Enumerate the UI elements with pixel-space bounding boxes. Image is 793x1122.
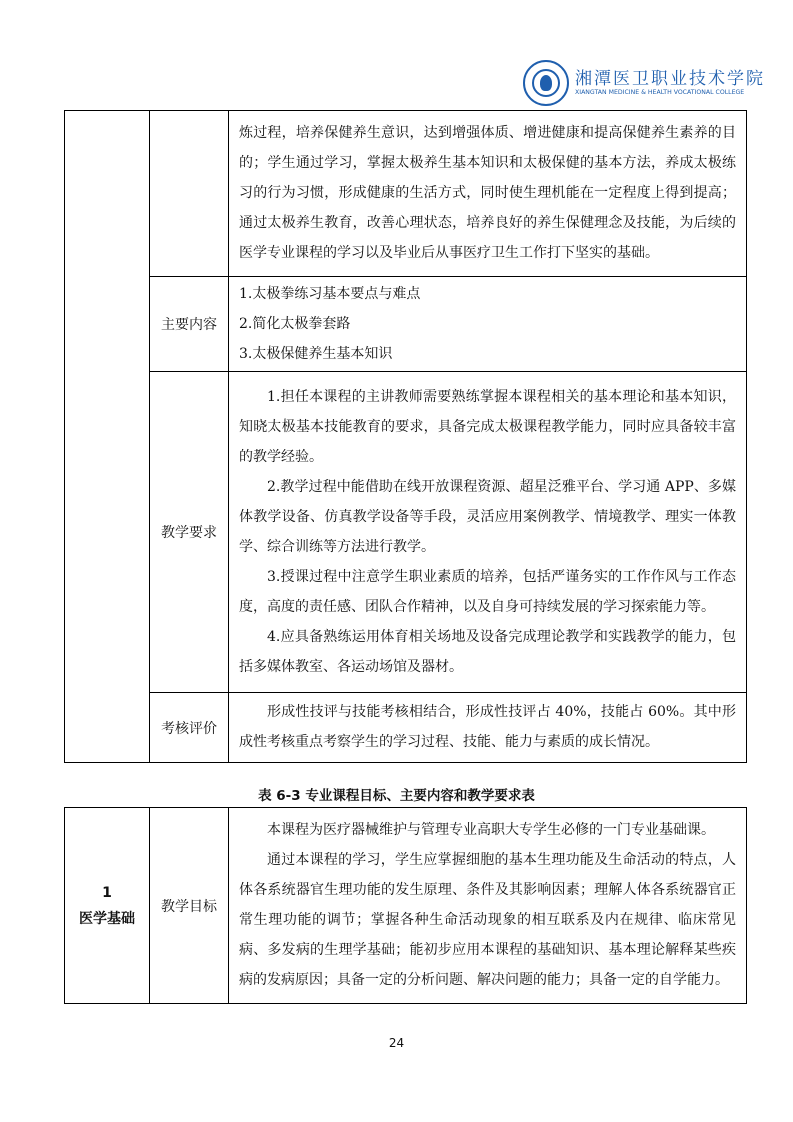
assessment-text: 形成性技评与技能考核相结合，形成性技评占 40%，技能占 60%。其中形成性考核重点考察学生的学习过程、技能、能力与素质的成长情况。 <box>239 704 736 750</box>
content-label: 主要内容 <box>150 277 229 372</box>
requirement-item: 1.担任本课程的主讲教师需要熟练掌握本课程相关的基本理论和基本知识，知晓太极基本技能教育的要求，具备完成太极课程教学能力，同时应具备较丰富的教学经验。 <box>239 388 736 465</box>
course-name-cell <box>65 111 150 763</box>
objective-label: 教学目标 <box>150 808 229 1004</box>
assessment-label: 考核评价 <box>150 693 229 763</box>
course-name-cell <box>65 808 150 1004</box>
requirement-item: 4.应具备熟练运用体育相关场地及设备完成理论教学和实践教学的能力，包括多媒体教室、各运动场馆及器材。 <box>239 628 736 675</box>
objective-paragraph: 本课程为医疗器械维护与管理专业高职大专学生必修的一门专业基础课。 <box>267 822 715 838</box>
list-item: 2.简化太极拳套路 <box>239 316 351 332</box>
college-name-en: XIANGTAN MEDICINE & HEALTH VOCATIONAL COLLEGE <box>575 89 745 96</box>
objective-cell <box>229 808 747 1004</box>
list-item: 3.太极保健养生基本知识 <box>239 346 393 362</box>
table-row <box>65 808 747 1004</box>
objective-label-cell <box>150 111 229 277</box>
objective-text: 炼过程，培养保健养生意识，达到增强体质、增进健康和提高保健养生素养的目的；学生通过学习，掌握太极养生基本知识和太极保健的基本方法，养成太极练习的行为习惯，形成健康的生活方式，同时使生理机能在一定程度上得到提高；通过太极养生教育，改善心理状态，培养良好的养生保健理念及技能，为后续的医学专业课程的学习以及毕业后从事医疗卫生工作打下坚实的基础。 <box>239 125 736 261</box>
table-row <box>65 277 747 372</box>
content-cell <box>229 277 747 372</box>
table-row <box>65 111 747 277</box>
course-table-continued <box>64 110 747 763</box>
course-name: 医学基础 <box>79 910 135 927</box>
requirement-label: 教学要求 <box>150 372 229 693</box>
requirement-item: 3.授课过程中注意学生职业素质的培养，包括严谨务实的工作作风与工作态度，高度的责任感、团队合作精神，以及自身可持续发展的学习探索能力等。 <box>239 568 736 615</box>
objective-paragraph: 通过本课程的学习，学生应掌握细胞的基本生理功能及生命活动的特点，人体各系统器官生理功能的发生原理、条件及其影响因素；理解人体各系统器官正常生理功能的调节；掌握各种生命活动现象的相互联系及内在规律、临床常见病、多发病的生理学基础；能初步应用本课程的基础知识、基本理论解释某些疾病的发病原因；具备一定的分析问题、解决问题的能力；具备一定的自学能力。 <box>239 852 736 988</box>
college-name: 湘潭医卫职业技术学院 <box>575 69 765 89</box>
assessment-cell <box>229 693 747 763</box>
requirement-item: 2.教学过程中能借助在线开放课程资源、超星泛雅平台、学习通 APP、多媒体教学设备、仿真教学设备等手段，灵活应用案例教学、情境教学、理实一体教学、综合训练等方法进行教学。 <box>239 478 736 555</box>
table-row <box>65 372 747 693</box>
requirement-cell <box>229 372 747 693</box>
page-number: 24 <box>388 1036 405 1050</box>
list-item: 1.太极拳练习基本要点与难点 <box>239 286 421 302</box>
course-number: 1 <box>102 884 112 901</box>
college-emblem-icon <box>523 60 569 106</box>
college-logo <box>523 60 765 110</box>
table-caption: 表 6-3 专业课程目标、主要内容和教学要求表 <box>258 788 535 804</box>
course-table <box>64 807 747 1004</box>
objective-content-cell <box>229 111 747 277</box>
table-row <box>65 693 747 763</box>
